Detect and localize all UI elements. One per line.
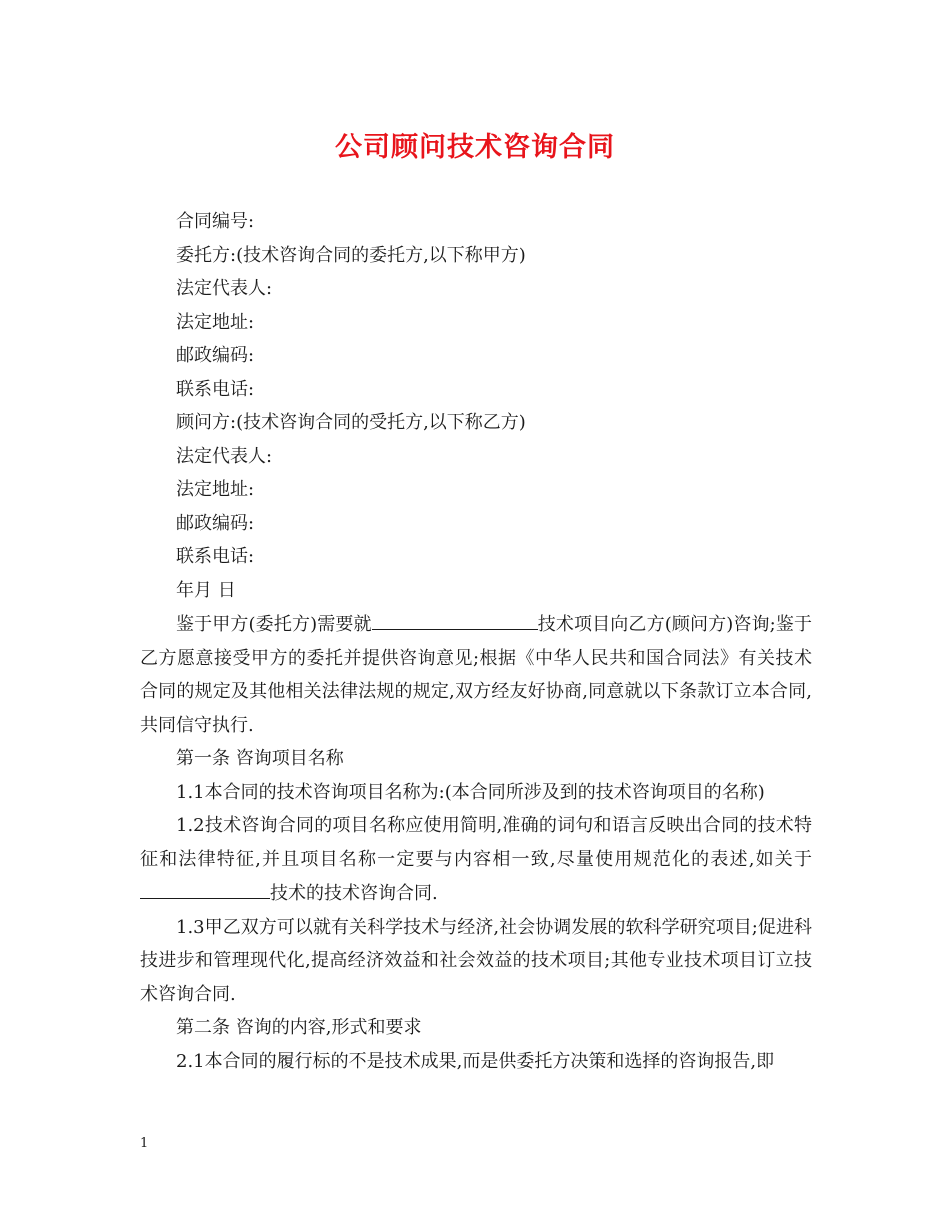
client-party-line: 委托方:(技术咨询合同的委托方,以下称甲方) xyxy=(176,244,526,266)
preamble-paragraph xyxy=(140,607,812,742)
technology-name-blank xyxy=(140,876,270,899)
client-representative-line: 法定代表人: xyxy=(176,278,273,299)
date-line: 年月 日 xyxy=(176,579,236,601)
contract-number-line: 合同编号: xyxy=(176,211,255,232)
article-2-heading: 第二条 咨询的内容,形式和要求 xyxy=(176,1017,422,1038)
clause-1-2-text-start: 1.2技术咨询合同的项目名称应使用简明,准确的词句和语言反映出合同的技术特征和法律特征,并且项目名称一定要与内容相一致,尽量使用规范化的表述,如关于 xyxy=(140,815,812,870)
consultant-party-line: 顾问方:(技术咨询合同的受托方,以下称乙方) xyxy=(176,412,526,433)
client-address-line: 法定地址: xyxy=(176,311,255,333)
clause-1-2 xyxy=(140,809,812,911)
consultant-representative-line: 法定代表人: xyxy=(176,445,273,467)
client-zipcode-line: 邮政编码: xyxy=(176,345,255,366)
document-title: 公司顾问技术咨询合同 xyxy=(335,132,615,163)
clause-1-3: 1.3甲乙双方可以就有关科学技术与经济,社会协调发展的软科学研究项目;促进科技进步和管理现代化,提高经济效益和社会效益的技术项目;其他专业技术项目订立技术咨询合同. xyxy=(140,916,812,1005)
consultant-zipcode-line: 邮政编码: xyxy=(176,512,255,534)
article-1-heading: 第一条 咨询项目名称 xyxy=(176,748,344,769)
consultant-phone-line: 联系电话: xyxy=(176,546,255,567)
preamble-text-start: 鉴于甲方(委托方)需要就 xyxy=(176,614,372,635)
consultant-address-line: 法定地址: xyxy=(176,479,255,500)
preamble-text-end: 技术项目向乙方(顾问方)咨询;鉴于乙方愿意接受甲方的委托并提供咨询意见;根据《中华人民共和国合同法》有关技术合同的规定及其他相关法律法规的规定,双方经友好协商,同意就以下条款订立本合同,共同信守执行. xyxy=(140,614,813,736)
project-name-blank xyxy=(372,607,538,630)
clause-1-1: 1.1本合同的技术咨询项目名称为:(本合同所涉及到的技术咨询项目的名称) xyxy=(176,781,765,803)
clause-1-2-text-end: 技术的技术咨询合同. xyxy=(270,883,438,904)
clause-2-1: 2.1本合同的履行标的不是技术成果,而是供委托方决策和选择的咨询报告,即 xyxy=(176,1050,775,1072)
page-number: 1 xyxy=(140,1136,149,1151)
client-phone-line: 联系电话: xyxy=(176,378,255,400)
document-body xyxy=(140,205,812,1078)
